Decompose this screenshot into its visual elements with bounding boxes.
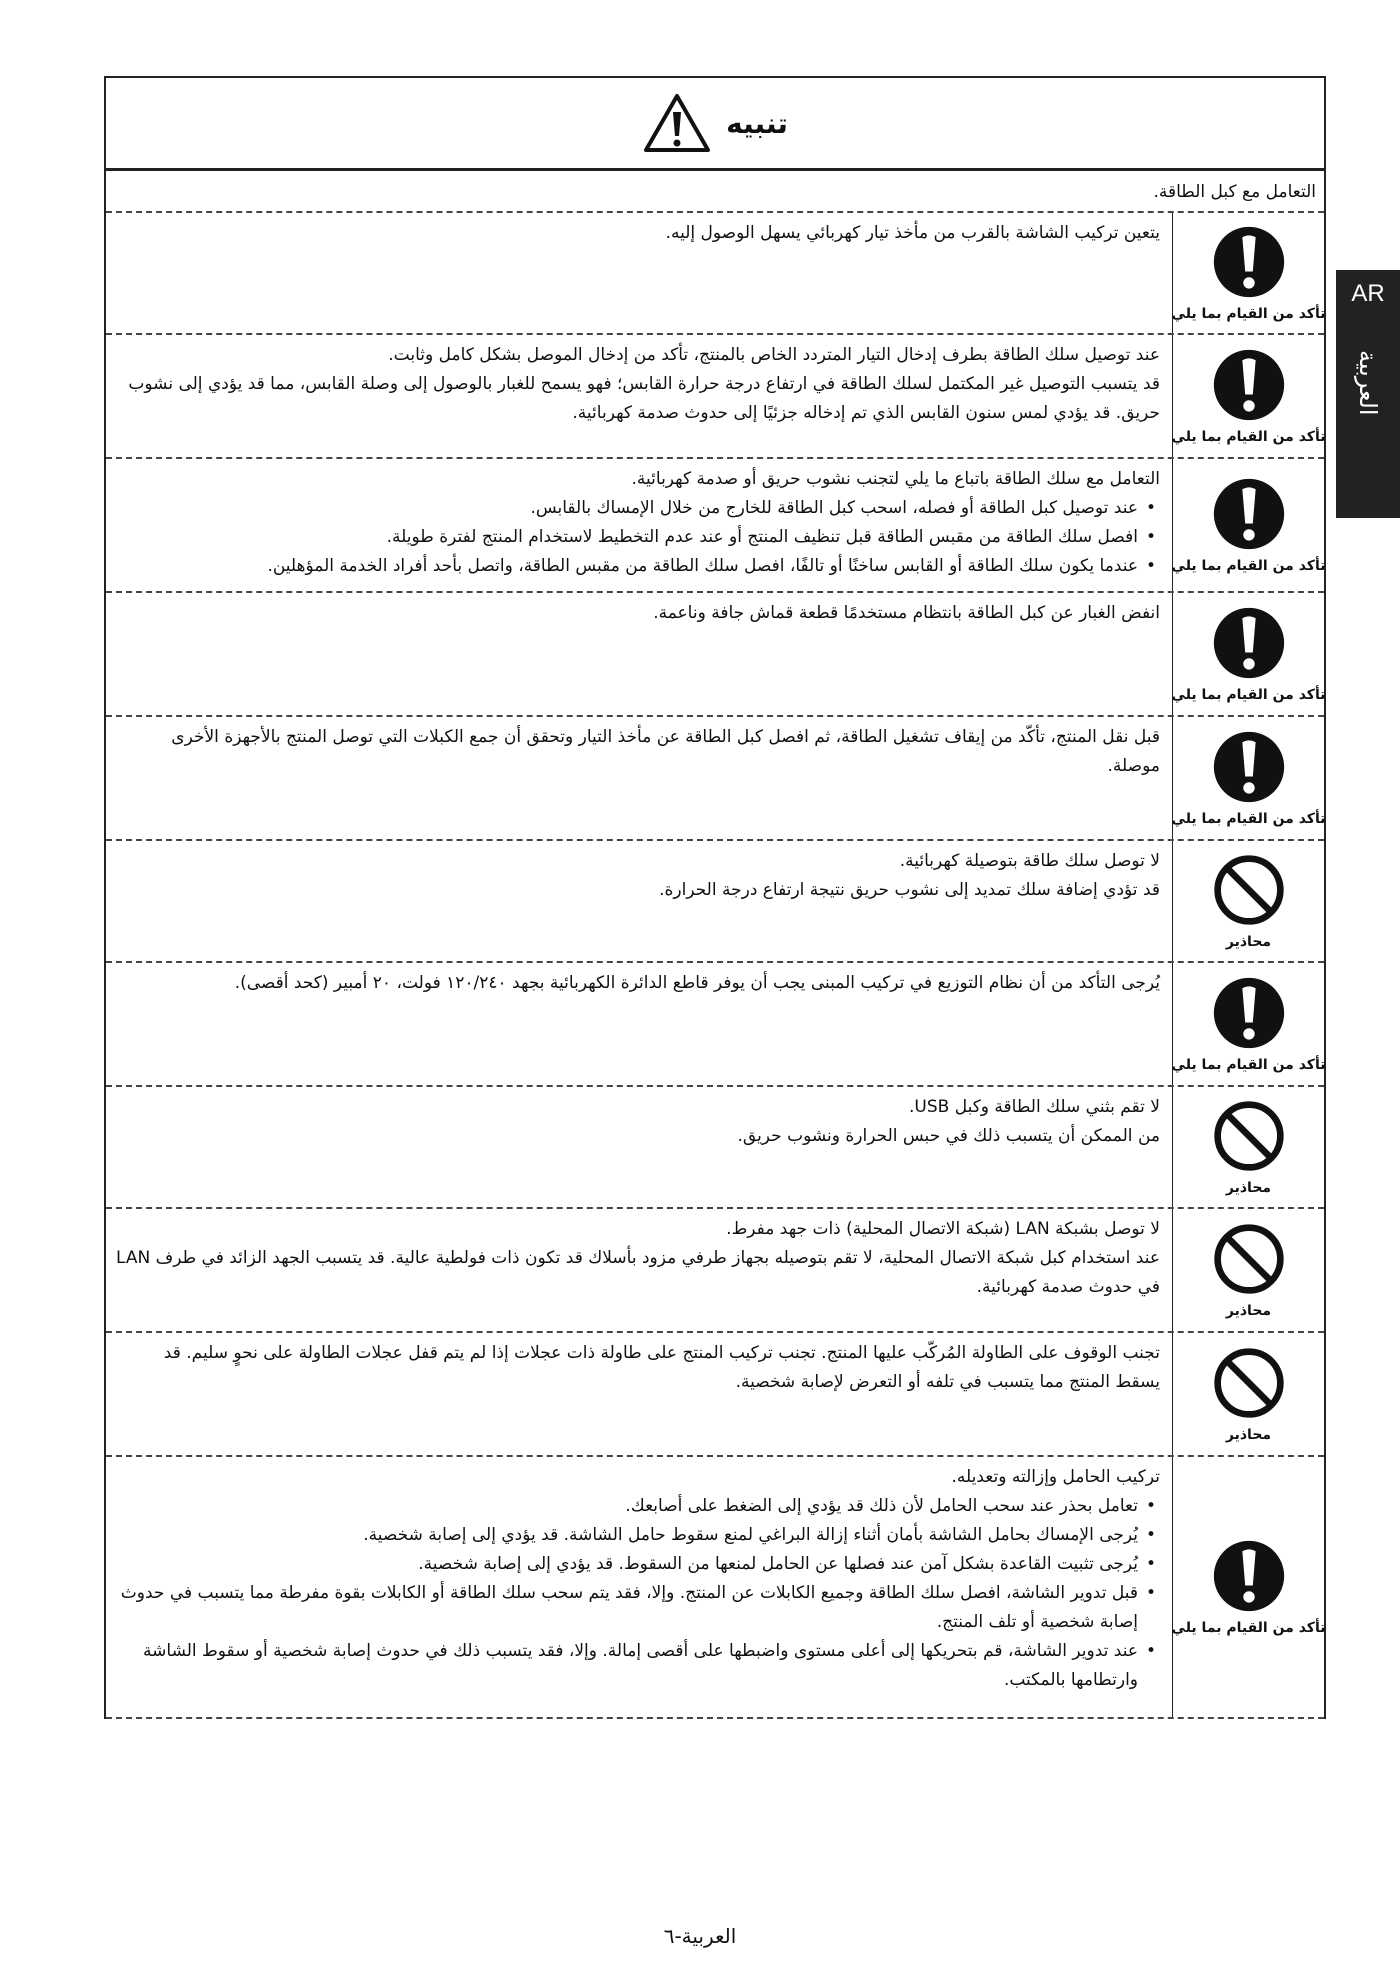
precaution-icon-cell — [1172, 1209, 1324, 1331]
precaution-text — [106, 963, 1172, 1085]
mandatory-label: تأكد من القيام بما يلي — [1171, 687, 1326, 703]
precaution-row — [106, 1085, 1324, 1207]
mandatory-label: تأكد من القيام بما يلي — [1171, 1620, 1326, 1636]
precaution-paragraph: التعامل مع سلك الطاقة باتباع ما يلي لتجنب نشوب حريق أو صدمة كهربائية. — [631, 469, 1160, 489]
precaution-bullet: • قبل تدوير الشاشة، افصل سلك الطاقة وجميع الكابلات عن المنتج. وإلا، فقد يتم سحب سلك الطاقة أو الكابلات بقوة مفرطة مما يتسبب في حدوث إصابة شخصية أو تلف المنتج. — [116, 1579, 1138, 1637]
precaution-list — [106, 211, 1324, 1717]
exclamation-circle-icon — [1211, 605, 1287, 681]
precaution-text — [106, 717, 1172, 839]
prohibited-icon — [1211, 1221, 1287, 1297]
precaution-icon-cell — [1172, 717, 1324, 839]
prohibited-label: محاذير — [1225, 1303, 1272, 1319]
precaution-text — [106, 1457, 1172, 1717]
precaution-icon-cell — [1172, 841, 1324, 961]
precaution-text — [106, 1209, 1172, 1331]
precaution-bullet: • يُرجى تثبيت القاعدة بشكل آمن عند فصلها عن الحامل لمنعها من السقوط. قد يؤدي إلى إصابة شخصية. — [116, 1550, 1138, 1579]
prohibited-label: محاذير — [1225, 1180, 1272, 1196]
precaution-paragraph: تجنب الوقوف على الطاولة المُركّب عليها المنتج. تجنب تركيب المنتج على طاولة ذات عجلات إذا لم يتم قفل عجلات الطاولة على نحوٍ سليم. قد يسقط المنتج مما يتسبب في تلفه أو التعرض لإصابة شخصية. — [163, 1343, 1160, 1392]
precaution-text — [106, 213, 1172, 333]
precaution-row — [106, 457, 1324, 591]
prohibited-icon — [1211, 852, 1287, 928]
precaution-icon-cell — [1172, 335, 1324, 457]
precaution-icon-cell — [1172, 963, 1324, 1085]
precaution-paragraph: عند استخدام كبل شبكة الاتصال المحلية، لا تقم بتوصيله بجهاز طرفي مزود بأسلاك قد تكون ذات فولطية عالية. قد يتسبب الجهد الزائد في طرف LAN في حدوث صدمة كهربائية. — [115, 1248, 1160, 1297]
precaution-bullet: • يُرجى الإمساك بحامل الشاشة بأمان أثناء إزالة البراغي لمنع سقوط حامل الشاشة. قد يؤدي إلى إصابة شخصية. — [116, 1521, 1138, 1550]
precaution-row — [106, 591, 1324, 715]
page-number: العربية-٦ — [663, 1924, 737, 1948]
exclamation-circle-icon — [1211, 729, 1287, 805]
language-tab — [1336, 270, 1400, 518]
precaution-icon-cell — [1172, 1333, 1324, 1455]
mandatory-label: تأكد من القيام بما يلي — [1171, 306, 1326, 322]
precaution-text — [106, 459, 1172, 591]
precaution-paragraph: لا توصل سلك طاقة بتوصيلة كهربائية. — [899, 851, 1160, 871]
precaution-row — [106, 1207, 1324, 1331]
prohibited-icon — [1211, 1098, 1287, 1174]
precaution-bullet: • عند تدوير الشاشة، قم بتحريكها إلى أعلى مستوى واضبطها على أقصى إمالة. وإلا، فقد يتسبب ذلك في حدوث إصابة شخصية أو سقوط الشاشة وارتطامها بالمكتب. — [116, 1637, 1138, 1695]
warning-triangle-icon — [642, 92, 712, 154]
exclamation-circle-icon — [1211, 347, 1287, 423]
precaution-paragraph: قد يتسبب التوصيل غير المكتمل لسلك الطاقة في ارتفاع درجة حرارة القابس؛ فهو يسمح للغبار بالوصول إلى وصلة القابس، مما قد يؤدي إلى نشوب حريق. قد يؤدي لمس سنون القابس الذي تم إدخاله جزئيًا إلى حدوث صدمة كهربائية. — [128, 374, 1160, 423]
precaution-row — [106, 333, 1324, 457]
precaution-row — [106, 839, 1324, 961]
precaution-paragraph: تركيب الحامل وإزالته وتعديله. — [951, 1467, 1160, 1487]
precaution-text — [106, 1333, 1172, 1455]
precaution-row — [106, 1331, 1324, 1455]
mandatory-label: تأكد من القيام بما يلي — [1171, 1057, 1326, 1073]
precaution-paragraph: قبل نقل المنتج، تأكّد من إيقاف تشغيل الطاقة، ثم افصل كبل الطاقة عن مأخذ التيار وتحقق أن جمع الكبلات التي توصل المنتج بالأجهزة الأخرى موصلة. — [171, 727, 1160, 776]
precaution-row — [106, 961, 1324, 1085]
precaution-paragraph: لا تقم بثني سلك الطاقة وكبل USB. — [908, 1097, 1160, 1117]
precaution-paragraph: عند توصيل سلك الطاقة بطرف إدخال التيار المتردد الخاص بالمنتج، تأكد من إدخال الموصل بشكل كامل وثابت. — [388, 345, 1160, 365]
precaution-paragraph: يُرجى التأكد من أن نظام التوزيع في تركيب المبنى يجب أن يوفر قاطع الدائرة الكهربائية بجهد ١٢٠/٢٤٠ فولت، ٢٠ أمبير (كحد أقصى). — [234, 973, 1160, 993]
precaution-bullet: • افصل سلك الطاقة من مقبس الطاقة قبل تنظيف المنتج أو عند عدم التخطيط لاستخدام المنتج لفترة طويلة. — [116, 523, 1138, 552]
exclamation-circle-icon — [1211, 975, 1287, 1051]
mandatory-label: تأكد من القيام بما يلي — [1171, 429, 1326, 445]
exclamation-circle-icon — [1211, 224, 1287, 300]
precaution-icon-cell — [1172, 213, 1324, 333]
precaution-icon-cell — [1172, 459, 1324, 591]
table-bottom-rule — [106, 1717, 1324, 1719]
section-title: التعامل مع كبل الطاقة. — [1153, 182, 1316, 202]
precaution-row — [106, 211, 1324, 333]
precaution-bullet: • تعامل بحذر عند سحب الحامل لأن ذلك قد يؤدي إلى الضغط على أصابعك. — [116, 1492, 1138, 1521]
precaution-text — [106, 335, 1172, 457]
precaution-paragraph: لا توصل بشبكة LAN (شبكة الاتصال المحلية) ذات جهد مفرط. — [726, 1219, 1160, 1239]
precaution-paragraph: قد تؤدي إضافة سلك تمديد إلى نشوب حريق نتيجة ارتفاع درجة الحرارة. — [659, 880, 1160, 900]
precaution-text — [106, 593, 1172, 715]
language-code: AR — [1351, 280, 1385, 307]
mandatory-label: تأكد من القيام بما يلي — [1171, 558, 1326, 574]
precaution-paragraph: انفض الغبار عن كبل الطاقة بانتظام مستخدمًا قطعة قماش جافة وناعمة. — [653, 603, 1160, 623]
precaution-icon-cell — [1172, 1087, 1324, 1207]
precaution-icon-cell — [1172, 1457, 1324, 1717]
caution-title: تنبيه — [726, 106, 788, 140]
precaution-bullet: • عندما يكون سلك الطاقة أو القابس ساخنًا أو تالفًا، افصل سلك الطاقة من مقبس الطاقة، واتصل بأحد أفراد الخدمة المؤهلين. — [116, 552, 1138, 581]
caution-table — [104, 76, 1326, 1719]
prohibited-icon — [1211, 1345, 1287, 1421]
precaution-text — [106, 841, 1172, 961]
exclamation-circle-icon — [1211, 476, 1287, 552]
precaution-bullets — [116, 1492, 1160, 1695]
precaution-icon-cell — [1172, 593, 1324, 715]
precaution-paragraph: من الممكن أن يتسبب ذلك في حبس الحرارة ونشوب حريق. — [737, 1126, 1160, 1146]
precaution-bullets — [116, 494, 1160, 581]
prohibited-label: محاذير — [1225, 934, 1272, 950]
language-name: العربية — [1354, 350, 1382, 416]
prohibited-label: محاذير — [1225, 1427, 1272, 1443]
precaution-row — [106, 1455, 1324, 1717]
precaution-paragraph: يتعين تركيب الشاشة بالقرب من مأخذ تيار كهربائي يسهل الوصول إليه. — [665, 223, 1160, 243]
exclamation-circle-icon — [1211, 1538, 1287, 1614]
mandatory-label: تأكد من القيام بما يلي — [1171, 811, 1326, 827]
caution-header — [106, 76, 1324, 171]
precaution-bullet: • عند توصيل كبل الطاقة أو فصله، اسحب كبل الطاقة للخارج من خلال الإمساك بالقابس. — [116, 494, 1138, 523]
precaution-row — [106, 715, 1324, 839]
precaution-text — [106, 1087, 1172, 1207]
